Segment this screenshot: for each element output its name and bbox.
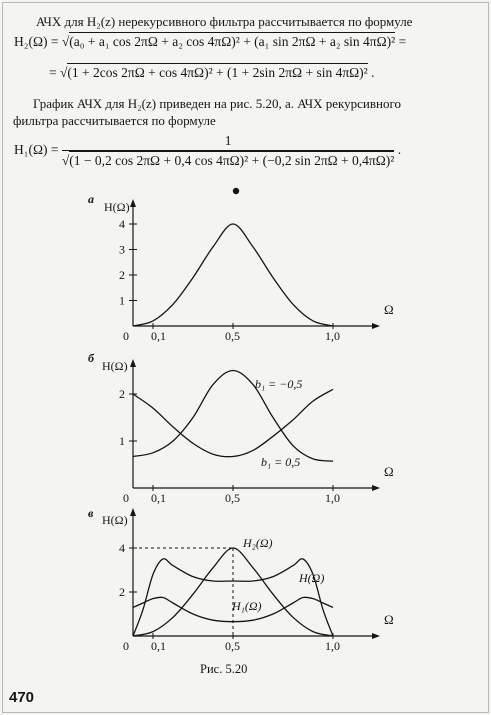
panel-a-y-axis-arrow bbox=[130, 199, 136, 207]
sqrt-sign: √ bbox=[61, 34, 70, 49]
panel-b-series-1-line bbox=[133, 389, 333, 456]
sqrt-sign: √ bbox=[61, 153, 70, 168]
panel-a-y-label: H(Ω) bbox=[104, 200, 130, 214]
panel-a-letter: а bbox=[88, 192, 94, 206]
formula-h1-radicand: (1 − 0,2 cos 2πΩ + 0,4 cos 4πΩ)² + (−0,2 sin 2πΩ + 0,4πΩ)² bbox=[69, 153, 395, 168]
panel-b-x-axis-arrow bbox=[372, 485, 380, 491]
panel-a-y-tick-label-1: 2 bbox=[119, 268, 125, 282]
panel-c-y-axis-arrow bbox=[130, 508, 136, 516]
page-number: 470 bbox=[9, 689, 35, 706]
figure-caption: Рис. 5.20 bbox=[200, 662, 248, 676]
panel-c-x-tick-label-0: 0 bbox=[123, 639, 129, 653]
panel-b-x-tick-label-0: 0 bbox=[123, 491, 129, 505]
paragraph-2-line-1: График АЧХ для H₂(z) приведен на рис. 5.20, а. АЧХ рекурсивного bbox=[33, 96, 401, 111]
panel-a-x-axis-arrow bbox=[372, 323, 380, 329]
formula-h2-lhs: H₂(Ω) = bbox=[14, 34, 62, 49]
formula-h2n-end: . bbox=[367, 65, 375, 80]
panel-c-y-tick-label-0: 2 bbox=[119, 585, 125, 599]
panel-a-y-tick-label-2: 3 bbox=[119, 242, 125, 257]
panel-c-letter: в bbox=[88, 506, 94, 520]
panel-b-x-label: Ω bbox=[384, 464, 394, 479]
panel-c-x-tick-label-3: 1,0 bbox=[325, 639, 340, 653]
panel-b-y-label: H(Ω) bbox=[102, 359, 128, 373]
paragraph-2-line-2: фильтра рассчитывается по формуле bbox=[13, 113, 216, 128]
sqrt-sign: √ bbox=[60, 65, 68, 80]
panel-a-x-tick-label-0: 0 bbox=[123, 329, 129, 343]
formula-h1-lhs: H₁(Ω) = bbox=[14, 142, 62, 158]
paragraph-1: АЧХ для H₂(z) нерекурсивного фильтра рассчитывается по формуле bbox=[36, 14, 413, 29]
panel-c-label-h: H(Ω) bbox=[299, 571, 325, 585]
panel-b-label-lower: b₁ = 0,5 bbox=[261, 455, 301, 469]
panel-b-y-tick-label-0: 1 bbox=[119, 434, 125, 448]
panel-b-x-tick-label-1: 0,1 bbox=[151, 491, 166, 505]
panel-c-x-label: Ω bbox=[384, 612, 394, 627]
formula-h2-end: = bbox=[395, 34, 407, 49]
bullet-dot bbox=[233, 188, 239, 194]
formula-h1-numerator: 1 bbox=[224, 133, 232, 148]
panel-b-x-tick-label-2: 0,5 bbox=[225, 491, 240, 505]
panel-c-x-axis-arrow bbox=[372, 633, 380, 639]
panel-a-series-0-line bbox=[133, 224, 333, 326]
panel-a-y-tick-label-0: 1 bbox=[119, 293, 125, 308]
formula-h2n-radicand: (1 + 2cos 2πΩ + cos 4πΩ)² + (1 + 2sin 2πΩ + sin 4πΩ)² bbox=[67, 65, 368, 80]
panel-c-y-label: H(Ω) bbox=[102, 513, 128, 527]
panel-b-y-tick-label-1: 2 bbox=[119, 387, 125, 401]
panel-b-label-upper: b₁ = −0,5 bbox=[255, 377, 303, 391]
panel-a-x-tick-label-3: 1,0 bbox=[325, 329, 340, 343]
panel-c-x-tick-label-1: 0,1 bbox=[151, 639, 166, 653]
formula-h2n-lhs: = bbox=[49, 65, 60, 80]
panel-a-x-tick-label-2: 0,5 bbox=[225, 329, 240, 343]
panel-c-x-tick-label-2: 0,5 bbox=[225, 639, 240, 653]
panel-b-series-0-line bbox=[133, 371, 333, 462]
panel-c-y-tick-label-1: 4 bbox=[119, 541, 125, 555]
panel-a-x-label: Ω bbox=[384, 302, 394, 317]
panel-a-y-tick-label-3: 4 bbox=[119, 217, 125, 231]
panel-b-letter: б bbox=[88, 351, 94, 365]
formula-h1-end: . bbox=[394, 142, 402, 158]
panel-a-x-tick-label-1: 0,1 bbox=[151, 329, 166, 343]
formula-h2-radicand: (a₀ + a₁ cos 2πΩ + a₂ cos 4πΩ)² + (a₁ sin 2πΩ + a₂ sin 4πΩ)² bbox=[69, 34, 396, 49]
panel-b-x-tick-label-3: 1,0 bbox=[325, 491, 340, 505]
panel-b-y-axis-arrow bbox=[130, 359, 136, 367]
panel-c-label-h2: H₂(Ω) bbox=[243, 536, 273, 550]
panel-c-label-h1: H₁(Ω) bbox=[232, 599, 262, 613]
